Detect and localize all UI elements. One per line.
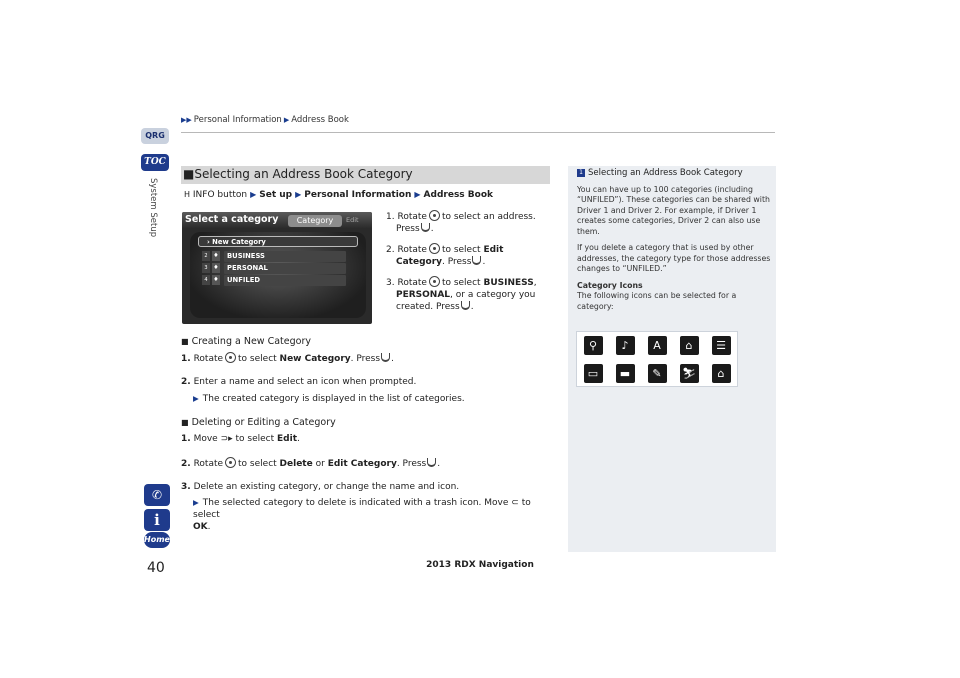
note-paragraph: The following icons can be selected for a category: [577,291,737,311]
step-item: 3. Rotate to select BUSINESS, PERSONAL, or a category you created. Press . [386,278,537,312]
note-heading: 1 Selecting an Address Book Category [577,168,771,179]
interface-dial-icon [429,210,440,221]
icon-cell [705,360,737,387]
step-item: 2. Rotate to select Delete or Edit Category. Press . [181,459,441,469]
interface-dial-icon [225,352,236,363]
home-icon: H [184,190,191,199]
move-right-icon: ⊃▸ [220,434,233,444]
step-item: 2. Rotate to select Edit Category. Press . [386,245,504,267]
breadcrumb-item[interactable]: Personal Information [193,115,282,125]
icon-cell [577,360,609,387]
chapter-tab [146,178,160,238]
footer-title: 2013 RDX Navigation [426,560,534,570]
row-number: 4 [202,275,210,285]
interface-dial-icon [429,276,440,287]
tools-icon: ✎ [648,364,667,383]
arrow-right-icon: ▶▶ [181,116,192,124]
category-icon: ♦ [213,276,219,283]
header-divider [181,132,775,133]
page-number: 40 [147,560,165,576]
list-icon: ☰ [712,336,731,355]
icon-cell [577,332,609,359]
home-button[interactable]: Home [144,532,170,548]
navigation-screen [182,212,372,324]
row-number: 3 [202,263,210,273]
step-item: 1. Move ⊃▸ to select Edit. [181,434,300,444]
music-icon: ♪ [616,336,635,355]
person-icon: ⚲ [584,336,603,355]
icon-cell [609,360,641,387]
steps-list [386,210,546,321]
interface-dial-icon [429,243,440,254]
icon-cell [705,332,737,359]
chapter-tab-label: System Setup [148,178,158,238]
arrow-right-icon: ▶ [283,116,290,124]
note-paragraph: You can have up to 100 categories (including “UNFILED”). These categories can be shared with Driver 1 and Driver 2. For example, if Driver 1 creates some categories, Driver 2 can also use them. [577,184,770,236]
section-title: ■Selecting an Address Book Category [183,167,413,181]
move-down-icon: ⊂ [511,498,519,508]
category-icon: ♦ [213,264,219,271]
category-tab[interactable]: Category [288,215,342,227]
new-category-row[interactable]: › New Category [198,236,358,247]
menu-path: H INFO button ▶ Set up ▶ Personal Information ▶ Address Book [184,190,493,200]
chevron-right-icon: › [207,238,213,246]
icon-cell [609,332,641,359]
house-icon: ⌂ [712,364,731,383]
note-content [577,168,771,312]
letter-a-icon: A [648,336,667,355]
info-icon[interactable]: i [144,509,170,531]
edit-tab[interactable]: Edit [346,216,359,224]
icon-cell [673,332,705,359]
press-dial-icon [421,223,430,232]
step-item: 1. Rotate to select New Category. Press . [181,354,394,364]
square-bullet-icon: ■ [181,418,189,427]
arrow-right-icon: ▶ [193,394,199,403]
step-item: 2. Enter a name and select an icon when prompted. [181,377,417,387]
category-row[interactable]: BUSINESS [224,251,346,262]
ski-icon: ⛷ [680,364,699,383]
press-dial-icon [461,301,470,310]
step-item: 3. Delete an existing category, or change the name and icon. [181,482,460,492]
press-dial-icon [427,458,436,467]
subsection-heading: ■ Creating a New Category [181,336,311,347]
square-bullet-icon: ■ [183,167,195,181]
arrow-right-icon: ▶ [295,190,302,199]
note-subheading: Category Icons [577,280,643,290]
note-paragraph: If you delete a category that is used by other addresses, the category type for those addresses changes to “UNFILED.” [577,243,771,273]
screen-title: Select a category [185,214,279,225]
breadcrumb-item[interactable]: Address Book [291,115,349,125]
square-bullet-icon: ■ [181,337,189,346]
category-icons-grid [576,331,738,387]
voice-icon[interactable]: ✆ [144,484,170,506]
toc-button[interactable]: TOC [141,154,169,171]
arrow-right-icon: ▶ [414,190,421,199]
shop-icon: ⌂ [680,336,699,355]
step-item: 1. Rotate to select an address. Press . [386,212,536,234]
arrow-right-icon: ▶ [193,498,199,507]
tv-icon: ▭ [584,364,603,383]
car-icon: ▬ [616,364,635,383]
subsection-heading: ■ Deleting or Editing a Category [181,417,336,428]
press-dial-icon [381,353,390,362]
breadcrumb [181,115,349,125]
qrg-button[interactable]: QRG [141,128,169,144]
category-row[interactable]: UNFILED [224,275,346,286]
arrow-right-icon: ▶ [250,190,257,199]
icon-cell [641,360,673,387]
step-note: ▶ The selected category to delete is indicated with a trash icon. Move ⊂ to select OK. [193,498,531,532]
row-number: 2 [202,251,210,261]
step-note: ▶ The created category is displayed in the list of categories. [193,394,465,404]
category-icon: ♦ [213,252,219,259]
interface-dial-icon [225,457,236,468]
category-row[interactable]: PERSONAL [224,263,346,274]
press-dial-icon [472,256,481,265]
icon-cell [641,332,673,359]
icon-cell [673,360,705,387]
